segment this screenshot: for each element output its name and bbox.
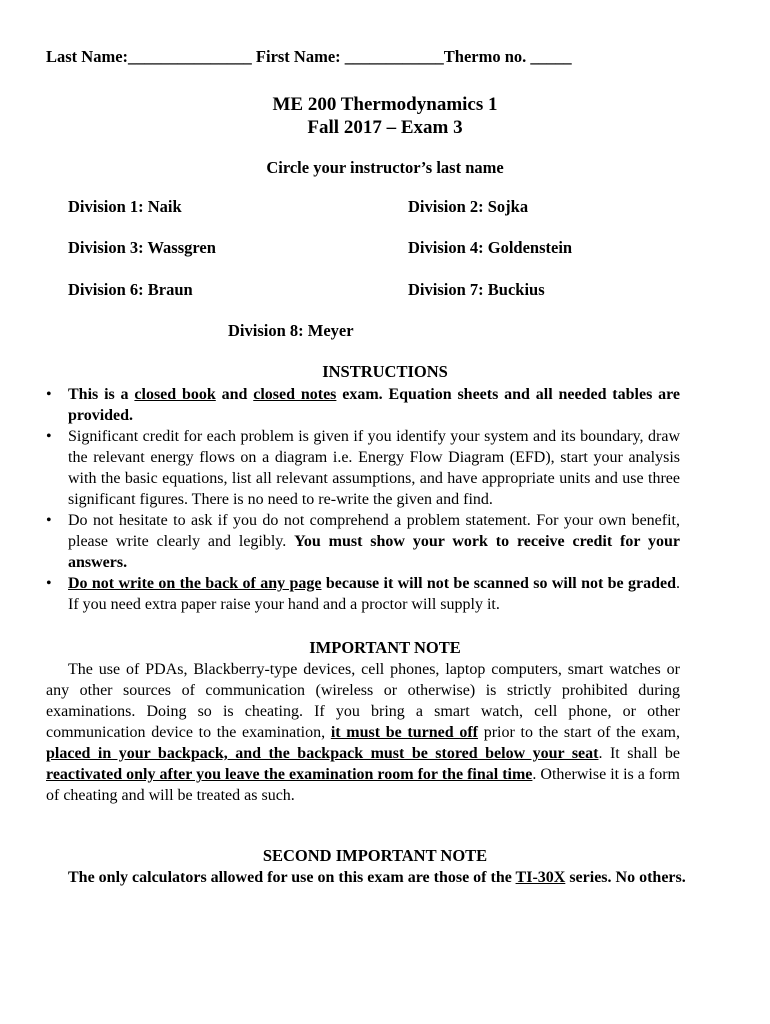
division-4: Division 4: Goldenstein — [408, 238, 573, 257]
second-note-body: The only calculators allowed for use on this exam are those of the TI-30X series. No others. — [68, 869, 686, 886]
division-8: Division 8: Meyer — [228, 321, 354, 340]
division-7: Division 7: Buckius — [408, 280, 545, 299]
second-note-heading: SECOND IMPORTANT NOTE — [262, 846, 488, 865]
instruction-item: • Significant credit for each problem is given if you identify your system and its boundary, draw the relevant energy flows on a diagram i.e. Energy Flow Diagram (EFD), start your analysis with the basic equations, list all relevant assumptions, and have appropriate units and use three significant figures. There is no need to re-write the given and find. — [68, 426, 680, 510]
division-6: Division 6: Braun — [68, 280, 193, 299]
course-title: ME 200 Thermodynamics 1 — [272, 94, 498, 115]
division-2: Division 2: Sojka — [408, 197, 529, 216]
instructor-prompt: Circle your instructor’s last name — [266, 158, 504, 177]
important-note-heading: IMPORTANT NOTE — [309, 638, 461, 657]
important-note-body: The use of PDAs, Blackberry-type devices, cell phones, laptop computers, smart watches or any other sources of communication (wireless or otherwise) is strictly prohibited during examinations. Doing so is cheating. If you bring a smart watch, cell phone, or other communication device to the examination, it must be turned off prior to the start of the exam, placed in your backpack, and the backpack must be stored below your seat. It shall be reactivated only after you leave the examination room for the final time. Otherwise it is a form of cheating and will be treated as such. — [46, 661, 681, 804]
exam-title: Fall 2017 – Exam 3 — [307, 117, 463, 138]
instruction-item: • This is a closed book and closed notes exam. Equation sheets and all needed tables are provided. — [68, 384, 680, 426]
instruction-item: • Do not hesitate to ask if you do not comprehend a problem statement. For your own benefit, please write clearly and legibly. You must show your work to receive credit for your answers. — [68, 510, 680, 573]
division-1: Division 1: Naik — [68, 197, 182, 216]
instructions-heading: INSTRUCTIONS — [322, 362, 448, 381]
student-info-line: Last Name:_______________ First Name: ____________Thermo no. _____ — [46, 47, 572, 66]
division-3: Division 3: Wassgren — [68, 238, 216, 257]
instructions-list — [68, 384, 680, 615]
instruction-item: • Do not write on the back of any page because it will not be scanned so will not be graded. If you need extra paper raise your hand and a proctor will supply it. — [68, 573, 680, 615]
